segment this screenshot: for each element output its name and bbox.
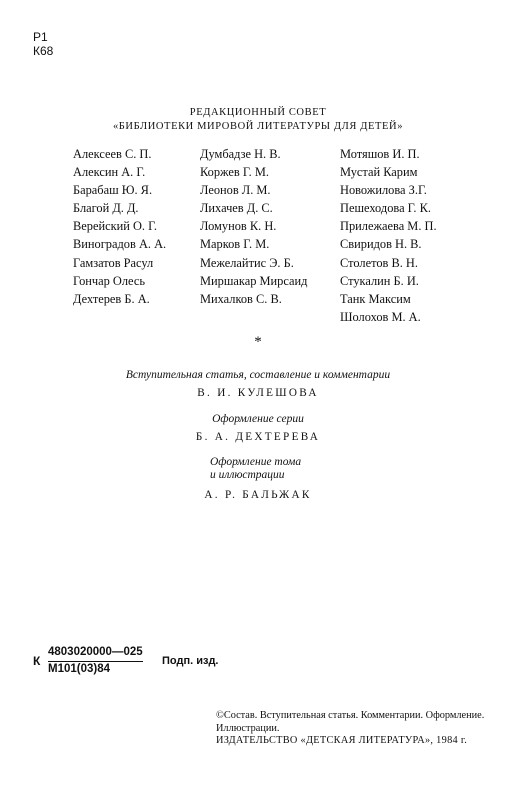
series-design-person: Б. А. ДЕХТЕРЕВА: [195, 431, 321, 443]
board-member: Дехтерев Б. А.: [73, 291, 150, 306]
board-member: Столетов В. Н.: [340, 255, 418, 270]
board-member: Прилежаева М. П.: [340, 219, 437, 234]
board-member: Ломунов К. Н.: [200, 219, 277, 234]
index-fraction: [48, 645, 143, 677]
board-member: Шолохов М. А.: [340, 309, 421, 324]
copyright-block: [216, 710, 484, 748]
index-numerator: 4803020000—025: [48, 645, 143, 662]
board-member: Свиридов Н. В.: [340, 237, 422, 252]
board-column-2: [200, 145, 307, 308]
board-member: Гончар Олесь: [73, 273, 146, 288]
board-member: Новожилова З.Г.: [340, 183, 427, 198]
volume-design-role: [210, 456, 301, 482]
board-member: Верейский О. Г.: [73, 219, 157, 234]
board-member: Стукалин Б. И.: [340, 273, 419, 288]
separator-asterisk: *: [254, 334, 262, 350]
board-member: Барабаш Ю. Я.: [73, 183, 153, 198]
editorial-board-title: РЕДАКЦИОННЫЙ СОВЕТ: [189, 107, 327, 118]
board-member: Коржев Г. М.: [200, 165, 269, 180]
board-member: Благой Д. Д.: [73, 201, 139, 216]
board-member: Межелайтис Э. Б.: [200, 255, 294, 270]
index-letter: К: [33, 654, 41, 668]
copyright-line: ©Состав. Вступительная статья. Комментарии. Оформление.: [216, 710, 485, 721]
board-column-3: [340, 145, 437, 326]
publisher-line: ИЗДАТЕЛЬСТВО «ДЕТСКАЯ ЛИТЕРАТУРА», 1984 г.: [216, 735, 468, 746]
volume-design-role-line: и иллюстрации: [210, 469, 285, 481]
series-design-role: Оформление серии: [212, 413, 304, 425]
volume-design-role-line: Оформление тома: [210, 456, 302, 468]
board-member: Лихачев Д. С.: [200, 201, 273, 216]
copyright-line: Иллюстрации.: [216, 722, 280, 734]
index-note: Подп. изд.: [162, 655, 219, 667]
classification-codes: [33, 30, 53, 58]
board-member: Пешеходова Г. К.: [340, 201, 431, 216]
board-member: Алексеев С. П.: [73, 147, 152, 161]
board-member: Танк Максим: [340, 291, 411, 306]
bbk-code: К68: [33, 44, 54, 58]
board-member: Мотяшов И. П.: [340, 147, 420, 161]
intro-role: Вступительная статья, составление и комментарии: [125, 369, 391, 381]
editorial-board-heading: [0, 106, 516, 134]
board-member: Гамзатов Расул: [73, 255, 154, 270]
library-series-title: «БИБЛИОТЕКИ МИРОВОЙ ЛИТЕРАТУРЫ ДЛЯ ДЕТЕЙ»: [112, 121, 404, 132]
board-member: Алексин А. Г.: [73, 165, 146, 180]
board-column-1: [73, 145, 166, 308]
board-member: Виноградов А. А.: [73, 237, 167, 252]
board-member: Думбадзе Н. В.: [200, 147, 281, 161]
board-member: Миршакар Мирсаид: [200, 273, 308, 288]
board-member: Марков Г. М.: [200, 237, 270, 252]
board-member: Леонов Л. М.: [200, 183, 271, 198]
board-member: Мустай Карим: [340, 165, 418, 180]
board-member: Михалков С. В.: [200, 291, 282, 306]
udc-code: Р1: [33, 30, 48, 44]
volume-design-person: А. Р. БАЛЬЖАК: [204, 489, 312, 501]
index-denominator: М101(03)84: [48, 663, 111, 675]
intro-person: В. И. КУЛЕШОВА: [197, 387, 319, 399]
